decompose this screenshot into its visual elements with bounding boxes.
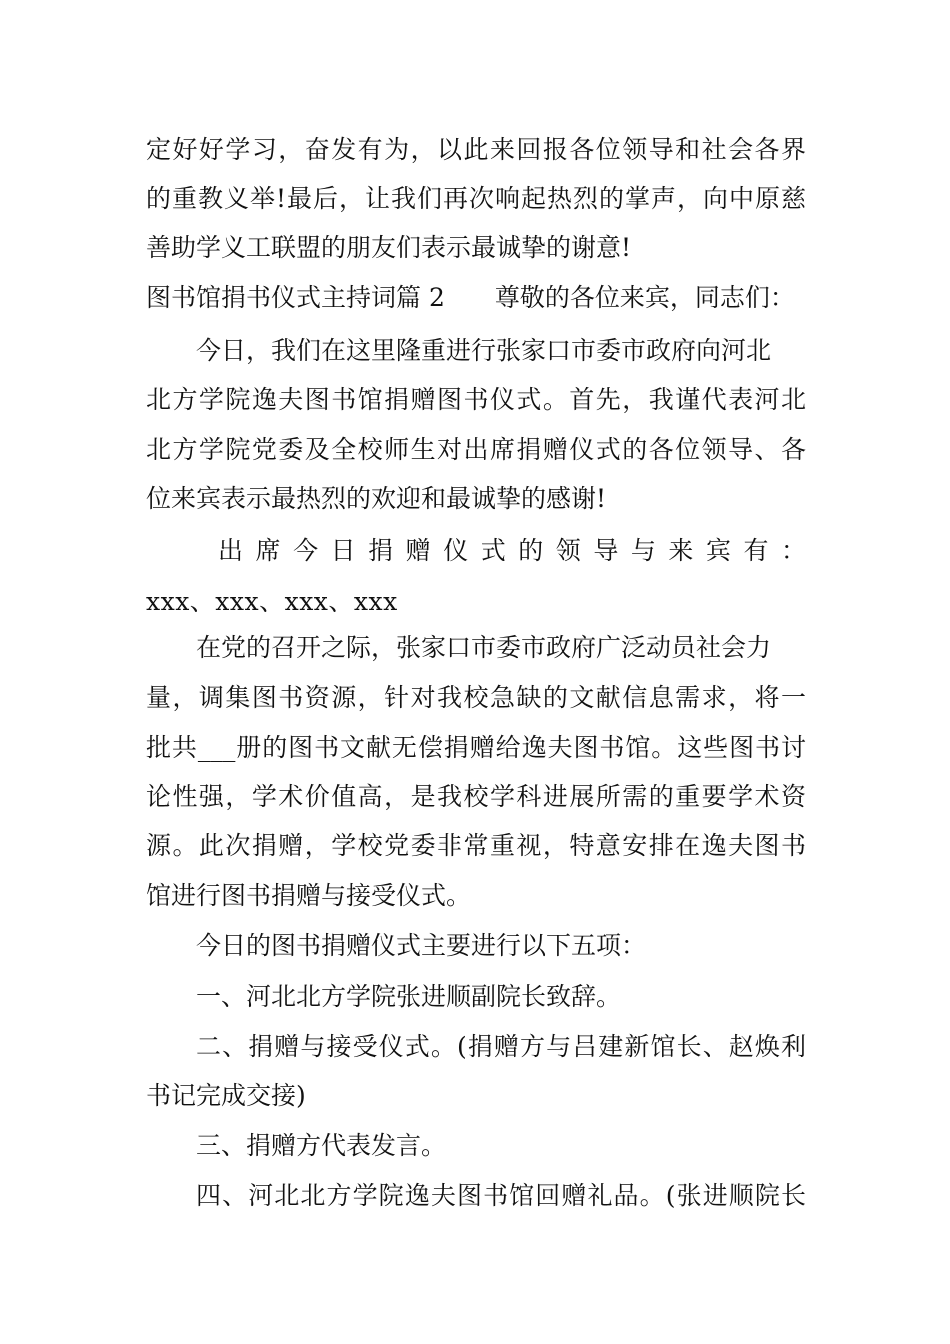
paragraph-line: 今日，我们在这里隆重进行张家口市委市政府向河北: [196, 336, 772, 365]
paragraph-line: 论性强，学术价值高，是我校学科进展所需的重要学术资: [146, 782, 806, 811]
paragraph-line: 在党的召开之际，张家口市委市政府广泛动员社会力: [196, 633, 772, 662]
text-line: 的重教义举!最后，让我们再次响起热烈的掌声，向中原慈: [146, 184, 806, 213]
paragraph-line: 北方学院党委及全校师生对出席捐赠仪式的各位领导、各: [146, 435, 806, 464]
attendees-heading: 出席今日捐赠仪式的领导与来宾有：: [218, 536, 806, 565]
paragraph-line: 馆进行图书捐赠与接受仪式。: [146, 881, 472, 910]
attendees-list: xxx、xxx、xxx、xxx: [146, 587, 398, 616]
agenda-item-continued: 书记完成交接): [146, 1081, 306, 1110]
agenda-item: 三、捐赠方代表发言。: [196, 1131, 447, 1160]
section-heading-line: 图书馆捐书仪式主持词篇 2 尊敬的各位来宾，同志们：: [146, 283, 795, 312]
agenda-intro: 今日的图书捐赠仪式主要进行以下五项：: [196, 931, 647, 960]
agenda-item: 一、河北北方学院张进顺副院长致辞。: [196, 982, 622, 1011]
agenda-item: 四、河北北方学院逸夫图书馆回赠礼品。(张进顺院长: [196, 1181, 806, 1210]
text-line: 善助学义工联盟的朋友们表示最诚挚的谢意!: [146, 233, 632, 262]
paragraph-line: 北方学院逸夫图书馆捐赠图书仪式。首先，我谨代表河北: [146, 385, 806, 414]
paragraph-line: 源。此次捐赠，学校党委非常重视，特意安排在逸夫图书: [146, 831, 806, 860]
paragraph-line: 批共___册的图书文献无偿捐赠给逸夫图书馆。这些图书讨: [146, 733, 806, 762]
text-line: 定好好学习，奋发有为，以此来回报各位领导和社会各界: [146, 135, 806, 164]
agenda-item: 二、捐赠与接受仪式。(捐赠方与吕建新馆长、赵焕利: [196, 1032, 806, 1061]
paragraph-line: 量，调集图书资源，针对我校急缺的文献信息需求，将一: [146, 683, 806, 712]
paragraph-line: 位来宾表示最热烈的欢迎和最诚挚的感谢!: [146, 484, 607, 513]
